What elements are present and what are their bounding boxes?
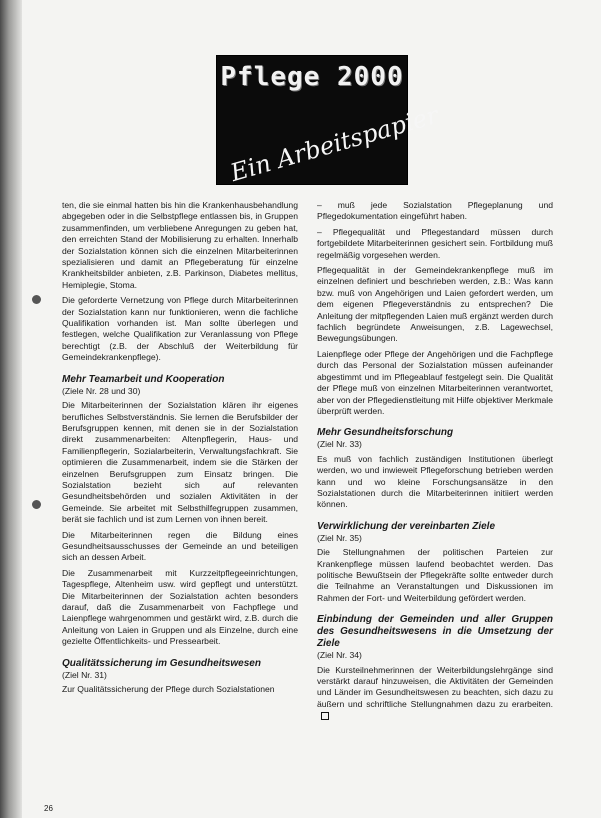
paragraph: Pflegequalität in der Gemeindekrankenpflege muß im einzelnen definiert und beschrieben werden, z.B.: Was kann bzw. muß von Angehörigen und Laien gefordert werden, um dem eigenen Pflegeverständnis zu entsprechen? Die Anleitung der mitpflegenden Laien muß ergänzt werden durch fachlich begründete Anweisungen, z.B. Lagewechsel, Bewegungsübungen. [317,265,553,344]
paragraph: Laienpflege oder Pflege der Angehörigen und die Fachpflege durch das Personal der Sozialstation müssen aufeinander abgestimmt und im Pflegeablauf festgelegt sein. Die Qualität der Pflege muß von einzelnen Mitarbeiterinnen verantwortet, aber von der Pflegedienstleitung mit Hilfe objektiver Merkmale überprüft werden. [317,348,553,416]
section-reference: (Ziel Nr. 31) [62,669,107,680]
paragraph: Es muß von fachlich zuständigen Institutionen überlegt werden, wo und inwieweit Pflegeforschung betrieben werden kann und wo kleine Forschungsansätze in den Sozialstationen durch die Mitarbeiterinnen initiiert werden können. [317,453,553,510]
paragraph-text: Die Kursteilnehmerinnen der Weiterbildungslehrgänge sind verstärkt darauf hinzuweisen, die Aktivitäten der Gemeinden und Länder im Gesundheitswesen zu beachten, sich dazu zu äußern und schriftliche Stellungnahmen dazu zu erarbeiten. [317,664,553,709]
paragraph: Zur Qualitätssicherung der Pflege durch Sozialstationen [62,684,275,695]
section-reference: (Ziel Nr. 34) [317,650,362,661]
paragraph: – Pflegequalität und Pflegestandard müssen durch fortgebildete Mitarbeiterinnen gesichert sein. Fortbildung muß regelmäßig vorgesehen werden. [317,226,553,260]
section-reference: (Ziel Nr. 33) [317,439,362,450]
paragraph: Die Zusammenarbeit mit Kurzzeitpflegeeinrichtungen, Tagespflege, Altenheim usw. wird gepflegt und unterstützt. Die Mitarbeiterinnen der Sozialstation achten besonders darauf, daß die Zusammenarbeit von Fachpflege und Laienpflege wahrgenommen und gestärkt wird, z.B. durch die Anleitung von Laien in Gruppen und als Einzelne, durch eine gezielte Öffentlichkeits- und Pressearbeit. [62,567,298,647]
page-number: 26 [44,804,53,813]
logo-title: Pflege 2000 [220,62,404,92]
paragraph: Die geforderte Vernetzung von Pflege durch Mitarbeiterinnen der Sozialstation kann nur funktionieren, wenn die fachliche Qualifikation vorhanden ist. Man sollte überlegen und festlegen, welche Qualifikation zur Veranlassung von Pflege berechtigt (z.B. der Abschluß der Weiterbildung für Gemeindekrankenpflege). [62,295,298,363]
section-heading: Verwirklichung der vereinbarten Ziele [317,520,496,532]
paragraph: Die Mitarbeiterinnen der Sozialstation klären ihr eigenes berufliches Selbstverständnis. Sie lernen die Berufsbilder der Berufsgruppen kennen, mit denen sie in der Sozialstation direkt zusammenarbeiten: Altenpflegerin, Haus- und Familienpflegerin, Sozialarbeiterin, Verwaltungsfachkraft. Sie optimieren die Zusammenarbeit, indem sie die Stärken der einzelnen Berufsgruppen zum Einsatz bringen. Die Sozialstation bezieht sich auf relevanten Gesundheitsbehörden und sozialen Aktivitäten in der Gemeinde. Sie arbeitet mit Selbsthilfegruppen zusammen, berät sie fachlich und ist zum Lernen von ihnen bereit. [62,400,298,525]
section-heading: Einbindung der Gemeinden und aller Gruppen des Gesundheitswesens in die Umsetzung der Ziele [317,614,553,650]
punch-hole [32,500,41,509]
paragraph: – muß jede Sozialstation Pflegeplanung und Pflegedokumentation eingeführt haben. [317,200,553,222]
section-heading: Mehr Gesundheitsforschung [317,427,454,439]
pflege-2000-logo [216,55,442,188]
section-heading: Qualitätssicherung im Gesundheitswesen [62,657,261,669]
right-column [317,200,553,726]
left-column [62,200,298,699]
paragraph: Die Mitarbeiterinnen regen die Bildung eines Gesundheitsausschusses der Gemeinde an und beteiligen sich an dessen Arbeit. [62,529,298,563]
paragraph [317,665,553,722]
end-of-article-square-icon [321,712,329,720]
section-reference: (Ziel Nr. 35) [317,532,362,543]
punch-hole [32,295,41,304]
paragraph: ten, die sie einmal hatten bis hin die Krankenhausbehandlung abgegeben oder in die Selbstpflege entlassen bis, in Gruppen zusammenfinden, um verbliebene Anregungen zu geben hat, den erreichten Stand der Mobilisierung zu erhalten. Innerhalb der Sozialstation können sich die einzelnen Mitarbeiterinnen spezialisieren und damit an Pflegeberatung für einzelne Krankheitsbilder anbieten, z.B. Parkinson, Diabetes mellitus, Hemiplegie, Stoma. [62,200,298,290]
page-binding-shadow [0,0,22,818]
paragraph: Die Stellungnahmen der politischen Parteien zur Krankenpflege müssen laufend beobachtet werden. Das politische Bewußtsein der Pflegekräfte sollte entweder durch die Teilnahme an Veranstaltungen und Diskussionen im Rahmen der Fort- und Weiterbildung gefördert werden. [317,547,553,603]
section-heading: Mehr Teamarbeit und Kooperation [62,373,225,385]
logo-subtitle: Ein Arbeitspapier [227,100,442,188]
section-reference: (Ziele Nr. 28 und 30) [62,385,141,396]
